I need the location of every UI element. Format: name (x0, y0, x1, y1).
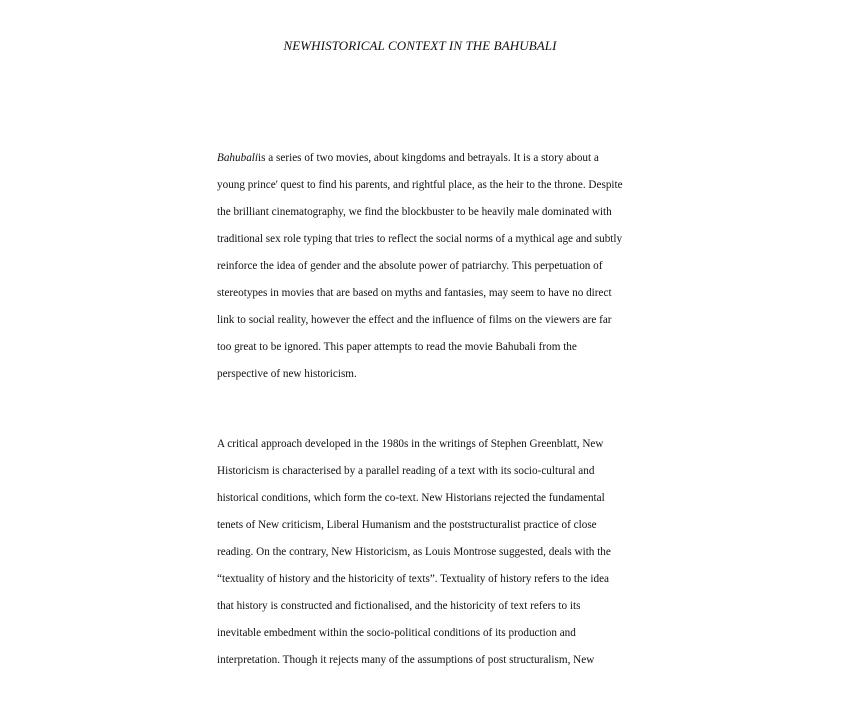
paragraph-line: Historicism is characterised by a parallel reading of a text with its socio-cultural and (217, 465, 595, 477)
paragraph-line: inevitable embedment within the socio-political conditions of its production and (217, 627, 576, 639)
paragraph-line: young prince' quest to find his parents, and rightful place, as the heir to the throne. Despite (217, 179, 623, 191)
paragraph-line (217, 145, 647, 172)
paragraph-line: that history is constructed and fictionalised, and the historicity of text refers to its (217, 600, 581, 612)
paragraph-line: too great to be ignored. This paper attempts to read the movie Bahubali from the (217, 341, 577, 353)
document-title: NEWHISTORICAL CONTEXT IN THE BAHUBALI (283, 38, 557, 53)
paragraph-line: traditional sex role typing that tries to reflect the social norms of a mythical age and subtly (217, 233, 623, 245)
paragraph-line: reading. On the contrary, New Historicism, as Louis Montrose suggested, deals with the (217, 546, 611, 558)
paragraph-line: “textuality of history and the historicity of texts”. Textuality of history refers to the idea (217, 573, 610, 585)
paragraph-intro (217, 145, 647, 388)
paragraph-line: the brilliant cinematography, we find the blockbuster to be heavily male dominated with (217, 206, 612, 218)
paragraph-new-historicism (217, 431, 647, 674)
paragraph-line: perspective of new historicism. (217, 368, 357, 380)
paragraph-line: historical conditions, which form the co-text. New Historians rejected the fundamental (217, 492, 605, 504)
paragraph-line: A critical approach developed in the 1980s in the writings of Stephen Greenblatt, New (217, 438, 604, 450)
paragraph-line: link to social reality, however the effect and the influence of films on the viewers are far (217, 314, 612, 326)
paragraph-line: stereotypes in movies that are based on myths and fantasies, may seem to have no direct (217, 287, 612, 299)
paragraph-line: tenets of New criticism, Liberal Humanism and the poststructuralist practice of close (217, 519, 597, 531)
paragraph-line: reinforce the idea of gender and the absolute power of patriarchy. This perpetuation of (217, 260, 603, 272)
paragraph-line: interpretation. Though it rejects many of the assumptions of post structuralism, New (217, 654, 595, 666)
emphasized-title-word: Bahubali (217, 152, 259, 164)
line-text: is a series of two movies, about kingdoms and betrayals. It is a story about a (258, 152, 599, 164)
